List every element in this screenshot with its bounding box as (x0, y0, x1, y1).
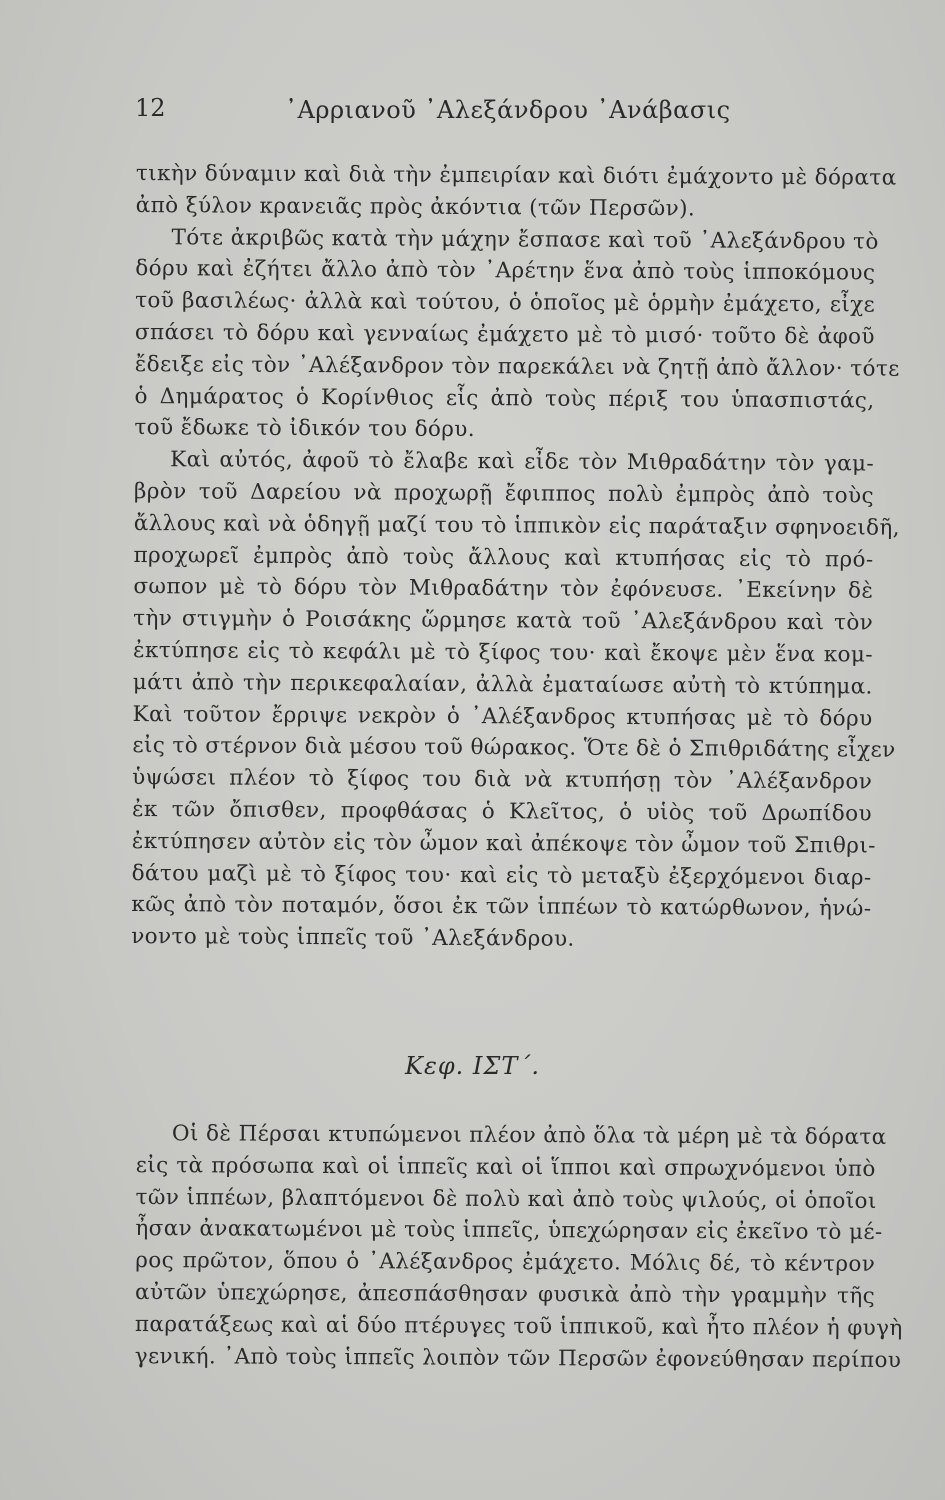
text-line: δάτου μαζὶ μὲ τὸ ξίφος του· καὶ εἰς τὸ μεταξὺ ἐξερχόμενοι διαρ- (131, 860, 872, 891)
page-header (0, 88, 945, 128)
running-title: ᾿Αρριανοῦ ᾿Αλεξάνδρου ᾿Ανάβασις (285, 96, 731, 124)
page-number: 12 (135, 94, 166, 122)
text-line: γενική. ᾿Απὸ τοὺς ἱππεῖς λοιπὸν τῶν Περσῶν ἐφονεύθησαν περίπου (134, 1343, 902, 1373)
text-line: νοντο μὲ τοὺς ἱππεῖς τοῦ ᾿Αλεξάνδρου. (131, 924, 575, 952)
text-line: Καὶ τοῦτον ἔρριψε νεκρὸν ὁ ᾿Αλέξανδρος κτυπήσας μὲ τὸ δόρυ (132, 701, 873, 732)
text-line: κῶς ἀπὸ τὸν ποταμόν, ὅσοι ἐκ τῶν ἱππέων τὸ κατώρθωνον, ἡνώ- (131, 892, 872, 922)
text-line: σπάσει τὸ δόρυ καὶ γενναίως ἐμάχετο μὲ τὸ μισό· τοῦτο δὲ ἀφοῦ (134, 319, 875, 350)
text-line: ἐκτύπησεν αὐτὸν εἰς τὸν ὦμον καὶ ἀπέκοψε τὸν ὦμον τοῦ Σπιθρι- (131, 828, 876, 859)
text-line: προχωρεῖ ἐμπρὸς ἀπὸ τοὺς ἄλλους καὶ κτυπήσας εἰς τὸ πρό- (133, 542, 874, 573)
text-line: Καὶ αὐτός, ἀφοῦ τὸ ἔλαβε καὶ εἶδε τὸν Μιθραδάτην τὸν γαμ- (170, 447, 875, 477)
text-line: ἐκτύπησε εἰς τὸ κεφάλι μὲ τὸ ξίφος του· καὶ ἔκοψε μὲν ἕνα κομ- (132, 637, 874, 668)
text-line: τοῦ ἔδωκε τὸ ἰδικόν του δόρυ. (134, 415, 476, 443)
text-line: ἔδειξε εἰς τὸν ᾿Αλέξανδρον τὸν παρεκάλει νὰ ζητῇ ἀπὸ ἄλλον· τότε (134, 351, 900, 382)
text-line: αὐτῶν ὑπεχώρησε, ἀπεσπάσθησαν φυσικὰ ἀπὸ τὴν γραμμὴν τῆς (135, 1279, 876, 1309)
text-line: παρατάξεως καὶ αἱ δύο πτέρυγες τοῦ ἱππικοῦ, καὶ ἦτο πλέον ἡ φυγὴ (134, 1311, 903, 1341)
text-line: ἦσαν ἀνακατωμένοι μὲ τοὺς ἱππεῖς, ὑπεχώρησαν εἰς ἐκεῖνο τὸ μέ- (135, 1216, 883, 1246)
text-line: τοῦ βασιλέως· ἀλλὰ καὶ τούτου, ὁ ὁποῖος μὲ ὁρμὴν ἐμάχετο, εἶχε (135, 288, 876, 318)
text-line: τῶν ἱππέων, βλαπτόμενοι δὲ πολὺ καὶ ἀπὸ τοὺς ψιλούς, οἱ ὁποῖοι (135, 1184, 877, 1214)
text-line: ρος πρῶτον, ὅπου ὁ ᾿Αλέξανδρος ἐμάχετο. Μόλις δέ, τὸ κέντρον (135, 1248, 876, 1278)
text-line: ἄλλους καὶ νὰ ὁδηγῇ μαζί του τὸ ἱππικὸν εἰς παράταξιν σφηνοειδῆ, (133, 510, 901, 541)
text-line: εἰς τὸ στέρνον διὰ μέσου τοῦ θώρακος. Ὅτε δὲ ὁ Σπιθριδάτης εἶχεν (132, 733, 896, 763)
text-line: μάτι ἀπὸ τὴν περικεφαλαίαν, ἀλλὰ ἐματαίωσε αὐτὴ τὸ κτύπημα. (132, 669, 873, 700)
text-line: ὁ Δημάρατος ὁ Κορίνθιος εἷς ἀπὸ τοὺς πέριξ του ὑπασπιστάς, (134, 383, 875, 414)
text-line: ὑψώσει πλέον τὸ ξίφος του διὰ νὰ κτυπήσῃ τὸν ᾿Αλέξανδρον (132, 765, 873, 795)
text-line: Τότε ἀκριβῶς κατὰ τὴν μάχην ἔσπασε καὶ τοῦ ᾿Αλεξάνδρου τὸ (171, 224, 879, 255)
text-line: σωπον μὲ τὸ δόρυ τὸν Μιθραδάτην τὸν ἐφόνευσε. ᾿Εκείνην δὲ (133, 574, 874, 604)
body-text-block-2 (134, 1118, 903, 1376)
text-line: τὴν στιγμὴν ὁ Ροισάκης ὥρμησε κατὰ τοῦ ᾿Αλεξάνδρου καὶ τὸν (133, 606, 874, 636)
text-line: τικὴν δύναμιν καὶ διὰ τὴν ἐμπειρίαν καὶ διότι ἐμάχοντο μὲ δόρατα (135, 160, 897, 191)
text-line: Οἱ δὲ Πέρσαι κτυπώμενοι πλέον ἀπὸ ὅλα τὰ μέρη μὲ τὰ δόρατα (171, 1121, 887, 1150)
body-text-block-1 (131, 158, 901, 957)
text-line: εἰς τὰ πρόσωπα καὶ οἱ ἱππεῖς καὶ οἱ ἵπποι καὶ σπρωχνόμενοι ὑπὸ (135, 1152, 876, 1182)
text-line: ἀπὸ ξύλον κρανειᾶς πρὸς ἀκόντια (τῶν Περσῶν). (135, 192, 696, 222)
chapter-heading: Κεφ. ΙΣΤ΄. (405, 1052, 540, 1080)
text-line: ἐκ τῶν ὄπισθεν, προφθάσας ὁ Κλεῖτος, ὁ υἱὸς τοῦ Δρωπίδου (131, 796, 873, 827)
text-line: δόρυ καὶ ἐζήτει ἄλλο ἀπὸ τὸν ᾿Αρέτην ἕνα ἀπὸ τοὺς ἱπποκόμους (135, 256, 876, 286)
text-line: βρὸν τοῦ Δαρείου νὰ προχωρῇ ἔφιππος πολὺ ἐμπρὸς ἀπὸ τοὺς (133, 478, 875, 509)
